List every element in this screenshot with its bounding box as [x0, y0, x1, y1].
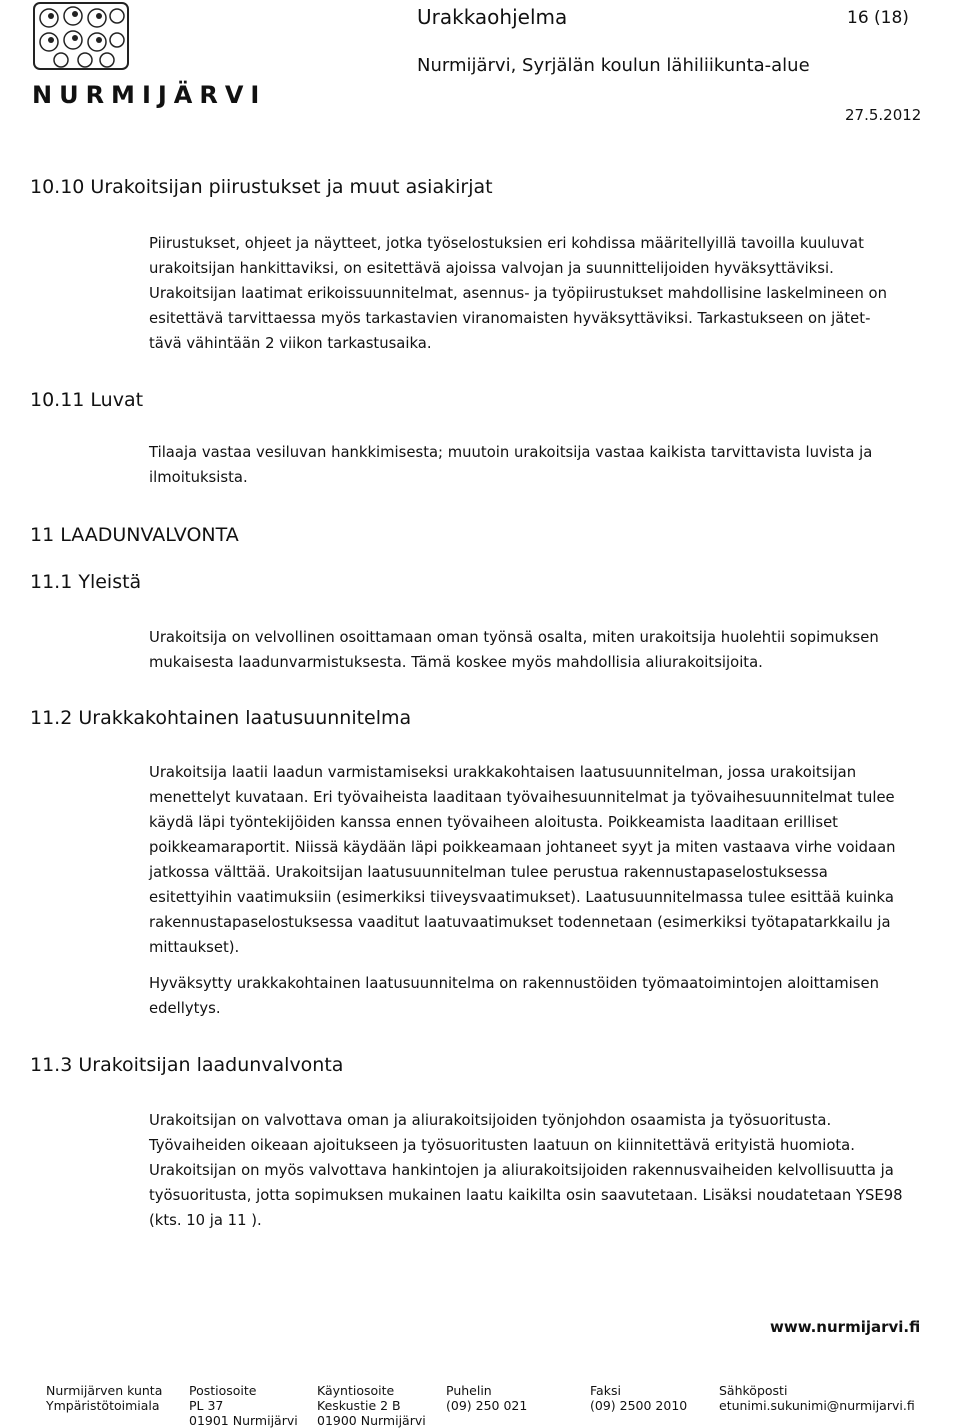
heading-11-2: 11.2 Urakkakohtainen laatusuunnitelma — [30, 707, 412, 729]
text-line: Piirustukset, ohjeet ja näytteet, jotka työselostuksien eri kohdissa määritellyillä tavoilla kuuluvat — [149, 235, 864, 252]
footer-col-visiting-address — [317, 1383, 426, 1428]
footer-text: PL 37 — [189, 1398, 224, 1413]
text-line: Työvaiheiden oikeaan ajoitukseen ja työsuoritusten laatuun on kiinnitettävä erityistä huomiota. — [149, 1137, 855, 1154]
text-line: menettelyt kuvataan. Eri työvaiheista laaditaan työvaihesuunnitelmat ja työvaihesuunnitelmat tulee — [149, 789, 895, 806]
footer-text: (09) 250 021 — [446, 1398, 528, 1413]
footer-col-email — [719, 1383, 915, 1413]
document-subtitle: Nurmijärvi, Syrjälän koulun lähiliikunta-alue — [417, 55, 810, 76]
heading-11: 11 LAADUNVALVONTA — [30, 524, 239, 546]
text-line: Urakoitsijan on valvottava oman ja aliurakoitsijoiden työnjohdon osaamista ja työsuoritusta. — [149, 1112, 832, 1129]
text-line: (kts. 10 ja 11 ). — [149, 1212, 262, 1229]
footer-text: (09) 2500 2010 — [590, 1398, 688, 1413]
website-link[interactable]: www.nurmijarvi.fi — [770, 1318, 921, 1336]
nurmijarvi-coat-of-arms-logo — [33, 2, 129, 70]
footer-col-fax — [590, 1383, 687, 1413]
text-line: jatkossa välttää. Urakoitsijan laatusuunnitelman tulee perustua rakennustapaselostuksessa — [149, 864, 828, 881]
text-line: tävä vähintään 2 viikon tarkastusaika. — [149, 335, 432, 352]
text-line: Urakoitsijan on myös valvottava hankintojen ja aliurakoitsijoiden rakennusvaiheiden kelvollisuutta ja — [149, 1162, 894, 1179]
text-line: poikkeamaraportit. Niissä käydään läpi poikkeamaan johtaneet syyt ja miten vastaava virhe voidaan — [149, 839, 896, 856]
text-line: urakoitsijan hankittaviksi, on esitettävä ajoissa valvojan ja suunnittelijoiden hyväksyttäviksi. — [149, 260, 834, 277]
paragraph-11-2 — [149, 760, 960, 960]
text-line: Urakoitsija laatii laadun varmistamiseksi urakkakohtaisen laatusuunnitelman, jossa urakoitsijan — [149, 764, 857, 781]
document-date: 27.5.2012 — [845, 106, 922, 124]
footer-text: Postiosoite — [189, 1383, 257, 1398]
document-title: Urakkaohjelma — [417, 5, 568, 29]
text-line: edellytys. — [149, 1000, 221, 1017]
text-line: ilmoituksista. — [149, 469, 248, 486]
paragraph-10-11 — [149, 440, 960, 490]
footer-text: Faksi — [590, 1383, 621, 1398]
heading-11-1: 11.1 Yleistä — [30, 571, 142, 593]
footer-text: Keskustie 2 B — [317, 1398, 401, 1413]
paragraph-11-1 — [149, 625, 960, 675]
text-line: Tilaaja vastaa vesiluvan hankkimisesta; muutoin urakoitsija vastaa kaikista tarvittavista luvista ja — [149, 444, 873, 461]
text-line: Hyväksytty urakkakohtainen laatusuunnitelma on rakennustöiden työmaatoimintojen aloittamisen — [149, 975, 879, 992]
paragraph-11-3 — [149, 1108, 960, 1233]
text-line: esitettävä tarvittaessa myös tarkastavien viranomaisten hyväksyttäviksi. Tarkastukseen on jätet- — [149, 310, 871, 327]
footer-text: Käyntiosoite — [317, 1383, 395, 1398]
heading-10-11: 10.11 Luvat — [30, 389, 144, 411]
footer-col-phone — [446, 1383, 527, 1413]
text-line: Urakoitsija on velvollinen osoittamaan oman työnsä osalta, miten urakoitsija huolehtii sopimuksen — [149, 629, 879, 646]
heading-11-3: 11.3 Urakoitsijan laadunvalvonta — [30, 1054, 344, 1076]
footer-text: Sähköposti — [719, 1383, 788, 1398]
logo-wordmark: NURMIJÄRVI — [32, 81, 267, 109]
footer-text[interactable]: etunimi.sukunimi@nurmijarvi.fi — [719, 1398, 915, 1413]
text-line: esitettyihin vaatimuksiin (esimerkiksi tiiveysvaatimukset). Laatusuunnitelmassa tulee esittää kuinka — [149, 889, 894, 906]
heading-10-10: 10.10 Urakoitsijan piirustukset ja muut asiakirjat — [30, 176, 493, 198]
paragraph-11-2-approval — [149, 971, 960, 1021]
text-line: rakennustapaselostuksessa vaaditut laatuvaatimukset todennetaan (esimerkiksi työtapatarkkailu ja — [149, 914, 891, 931]
text-line: käydä läpi työntekijöiden kanssa ennen työvaiheen aloitusta. Poikkeamista laaditaan erilliset — [149, 814, 838, 831]
footer-text: 01901 Nurmijärvi — [189, 1413, 298, 1428]
paragraph-10-10 — [149, 231, 960, 356]
text-line: Urakoitsijan laatimat erikoissuunnitelmat, asennus- ja työpiirustukset mahdollisine laskelmineen on — [149, 285, 887, 302]
text-line: mittaukset). — [149, 939, 240, 956]
footer-col-postal-address — [189, 1383, 298, 1428]
footer-text: Puhelin — [446, 1383, 492, 1398]
page-number: 16 (18) — [847, 8, 909, 28]
footer-col-organization — [46, 1383, 162, 1413]
text-line: työsuoritusta, jotta sopimuksen mukainen laatu kaikilta osin saavutetaan. Lisäksi noudatetaan YSE98 — [149, 1187, 903, 1204]
footer-text: Nurmijärven kunta — [46, 1383, 163, 1398]
footer-text: 01900 Nurmijärvi — [317, 1413, 426, 1428]
footer-text: Ympäristötoimiala — [46, 1398, 160, 1413]
text-line: mukaisesta laadunvarmistuksesta. Tämä koskee myös mahdollisia aliurakoitsijoita. — [149, 654, 763, 671]
